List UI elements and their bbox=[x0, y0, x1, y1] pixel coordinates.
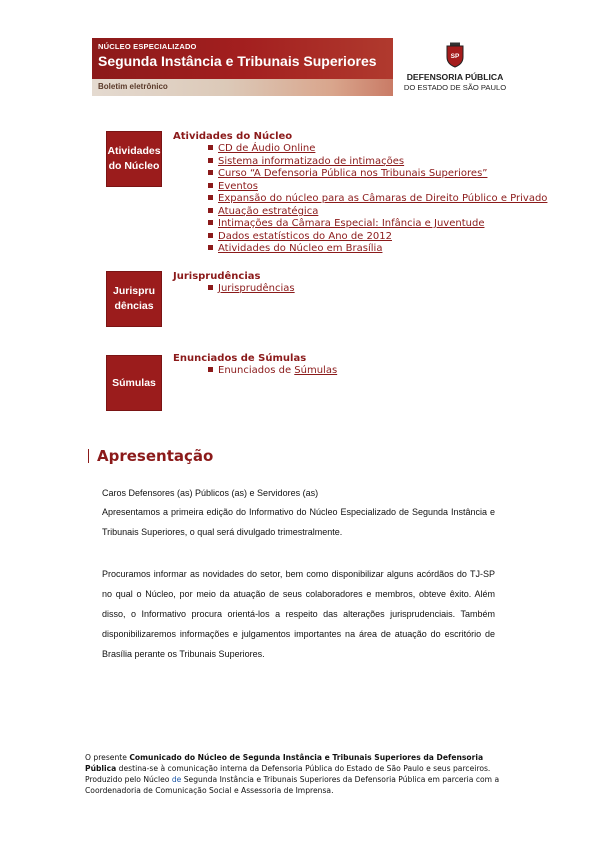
link-intimacoes-camara[interactable]: Intimações da Câmara Especial: Infância e Juventude bbox=[218, 218, 485, 229]
section-divider-bar bbox=[88, 449, 89, 463]
sumulas-section-title: Enunciados de Súmulas bbox=[173, 353, 307, 364]
intro-paragraph: Apresentamos a primeira edição do Informativo do Núcleo Especializado de Segunda Instância e Tribunais Superiores, o qual será divulgado trimestralmente. bbox=[102, 507, 495, 537]
jurisprudencias-list bbox=[208, 283, 295, 296]
list-item bbox=[208, 143, 547, 156]
bullet bbox=[208, 285, 213, 290]
atividades-list bbox=[208, 143, 547, 256]
bullet bbox=[208, 145, 213, 150]
body-paragraph: Procuramos informar as novidades do setor, bem como disponibilizar alguns acórdãos do TJ-SP no qual o Núcleo, por meio da atuação de seus colaboradores e membros, obteve êxito. Além disso, o Informativo procura orientá-los a respeito das alterações jurisprudenciais. Também disponibilizaremos informações e julgamentos importantes na área de atuação do escritório de Brasília perante os Tribunais Superiores. bbox=[102, 569, 495, 659]
banner-subtitle: Boletim eletrônico bbox=[98, 82, 168, 91]
footer-prefix: O presente bbox=[85, 753, 130, 762]
list-item bbox=[208, 156, 547, 169]
seal-text: SP bbox=[450, 53, 460, 60]
logo-name: DEFENSORIA PÚBLICA bbox=[406, 72, 504, 82]
link-eventos[interactable]: Eventos bbox=[218, 180, 258, 192]
jurisprudencias-section-icon[interactable]: Jurispru dências bbox=[106, 271, 162, 327]
list-item bbox=[208, 181, 547, 194]
list-item bbox=[208, 365, 337, 378]
link-jurisprudencias[interactable]: Jurisprudências bbox=[218, 283, 295, 294]
link-dados[interactable]: Dados estatísticos do Ano de 2012 bbox=[218, 230, 392, 242]
atividades-section-icon[interactable]: Atividades do Núcleo bbox=[106, 131, 162, 187]
list-item bbox=[208, 168, 547, 181]
atividades-section-title: Atividades do Núcleo bbox=[173, 131, 293, 142]
bullet bbox=[208, 170, 213, 175]
greeting-text: Caros Defensores (as) Públicos (as) e Servidores (as) bbox=[102, 488, 319, 498]
bullet bbox=[208, 367, 213, 372]
list-item bbox=[208, 218, 547, 231]
banner-title: Segunda Instância e Tribunais Superiores bbox=[98, 53, 377, 69]
coat-of-arms-icon bbox=[445, 42, 465, 68]
bullet bbox=[208, 245, 213, 250]
list-item bbox=[208, 193, 547, 206]
list-item bbox=[208, 231, 547, 244]
banner-kicker: NÚCLEO ESPECIALIZADO bbox=[98, 42, 197, 51]
list-item bbox=[208, 243, 547, 256]
link-curso[interactable]: Curso “A Defensoria Pública nos Tribunais Superiores” bbox=[218, 168, 488, 179]
link-cd-audio[interactable]: CD de Áudio Online bbox=[218, 143, 316, 154]
header-banner bbox=[92, 38, 393, 96]
footer-bold: Comunicado do Núcleo de Segunda Instância e Tribunais Superiores da Defensoria Pública bbox=[85, 753, 484, 773]
footer-suffix: Segunda Instância e Tribunais Superiores da Defensoria Pública em parceria com a Coordenadoria de Comunicação Social e Assessoria de Imprensa. bbox=[85, 775, 500, 795]
bullet bbox=[208, 220, 213, 225]
bullet bbox=[208, 208, 213, 213]
sumulas-section-icon[interactable]: Súmulas bbox=[106, 355, 162, 411]
link-sumulas[interactable]: Súmulas bbox=[294, 365, 338, 376]
bullet bbox=[208, 195, 213, 200]
link-sistema-intimacoes[interactable]: Sistema informatizado de intimações bbox=[218, 155, 405, 167]
logo-subname: DO ESTADO DE SÃO PAULO bbox=[403, 83, 507, 92]
bullet bbox=[208, 183, 213, 188]
link-brasilia[interactable]: Atividades do Núcleo em Brasília bbox=[218, 243, 383, 254]
link-expansao[interactable]: Expansão do núcleo para as Câmaras de Direito Público e Privado bbox=[218, 193, 548, 204]
jurisprudencias-section-title: Jurisprudências bbox=[173, 271, 261, 282]
bullet bbox=[208, 233, 213, 238]
apresentacao-heading: Apresentação bbox=[97, 447, 214, 465]
defensoria-logo bbox=[400, 42, 510, 94]
link-atuacao[interactable]: Atuação estratégica bbox=[218, 205, 319, 217]
sumulas-list bbox=[208, 365, 337, 378]
footer-note bbox=[85, 752, 510, 796]
list-item bbox=[208, 206, 547, 219]
footer-middle: destina-se à comunicação interna da Defensoria Pública do Estado de São Paulo e seus parceiros. Produzido pelo Núcleo bbox=[85, 764, 491, 784]
list-item bbox=[208, 283, 295, 296]
bullet bbox=[208, 158, 213, 163]
footer-blue-word: de bbox=[171, 775, 182, 784]
sumulas-item-prefix: Enunciados de bbox=[218, 365, 295, 376]
